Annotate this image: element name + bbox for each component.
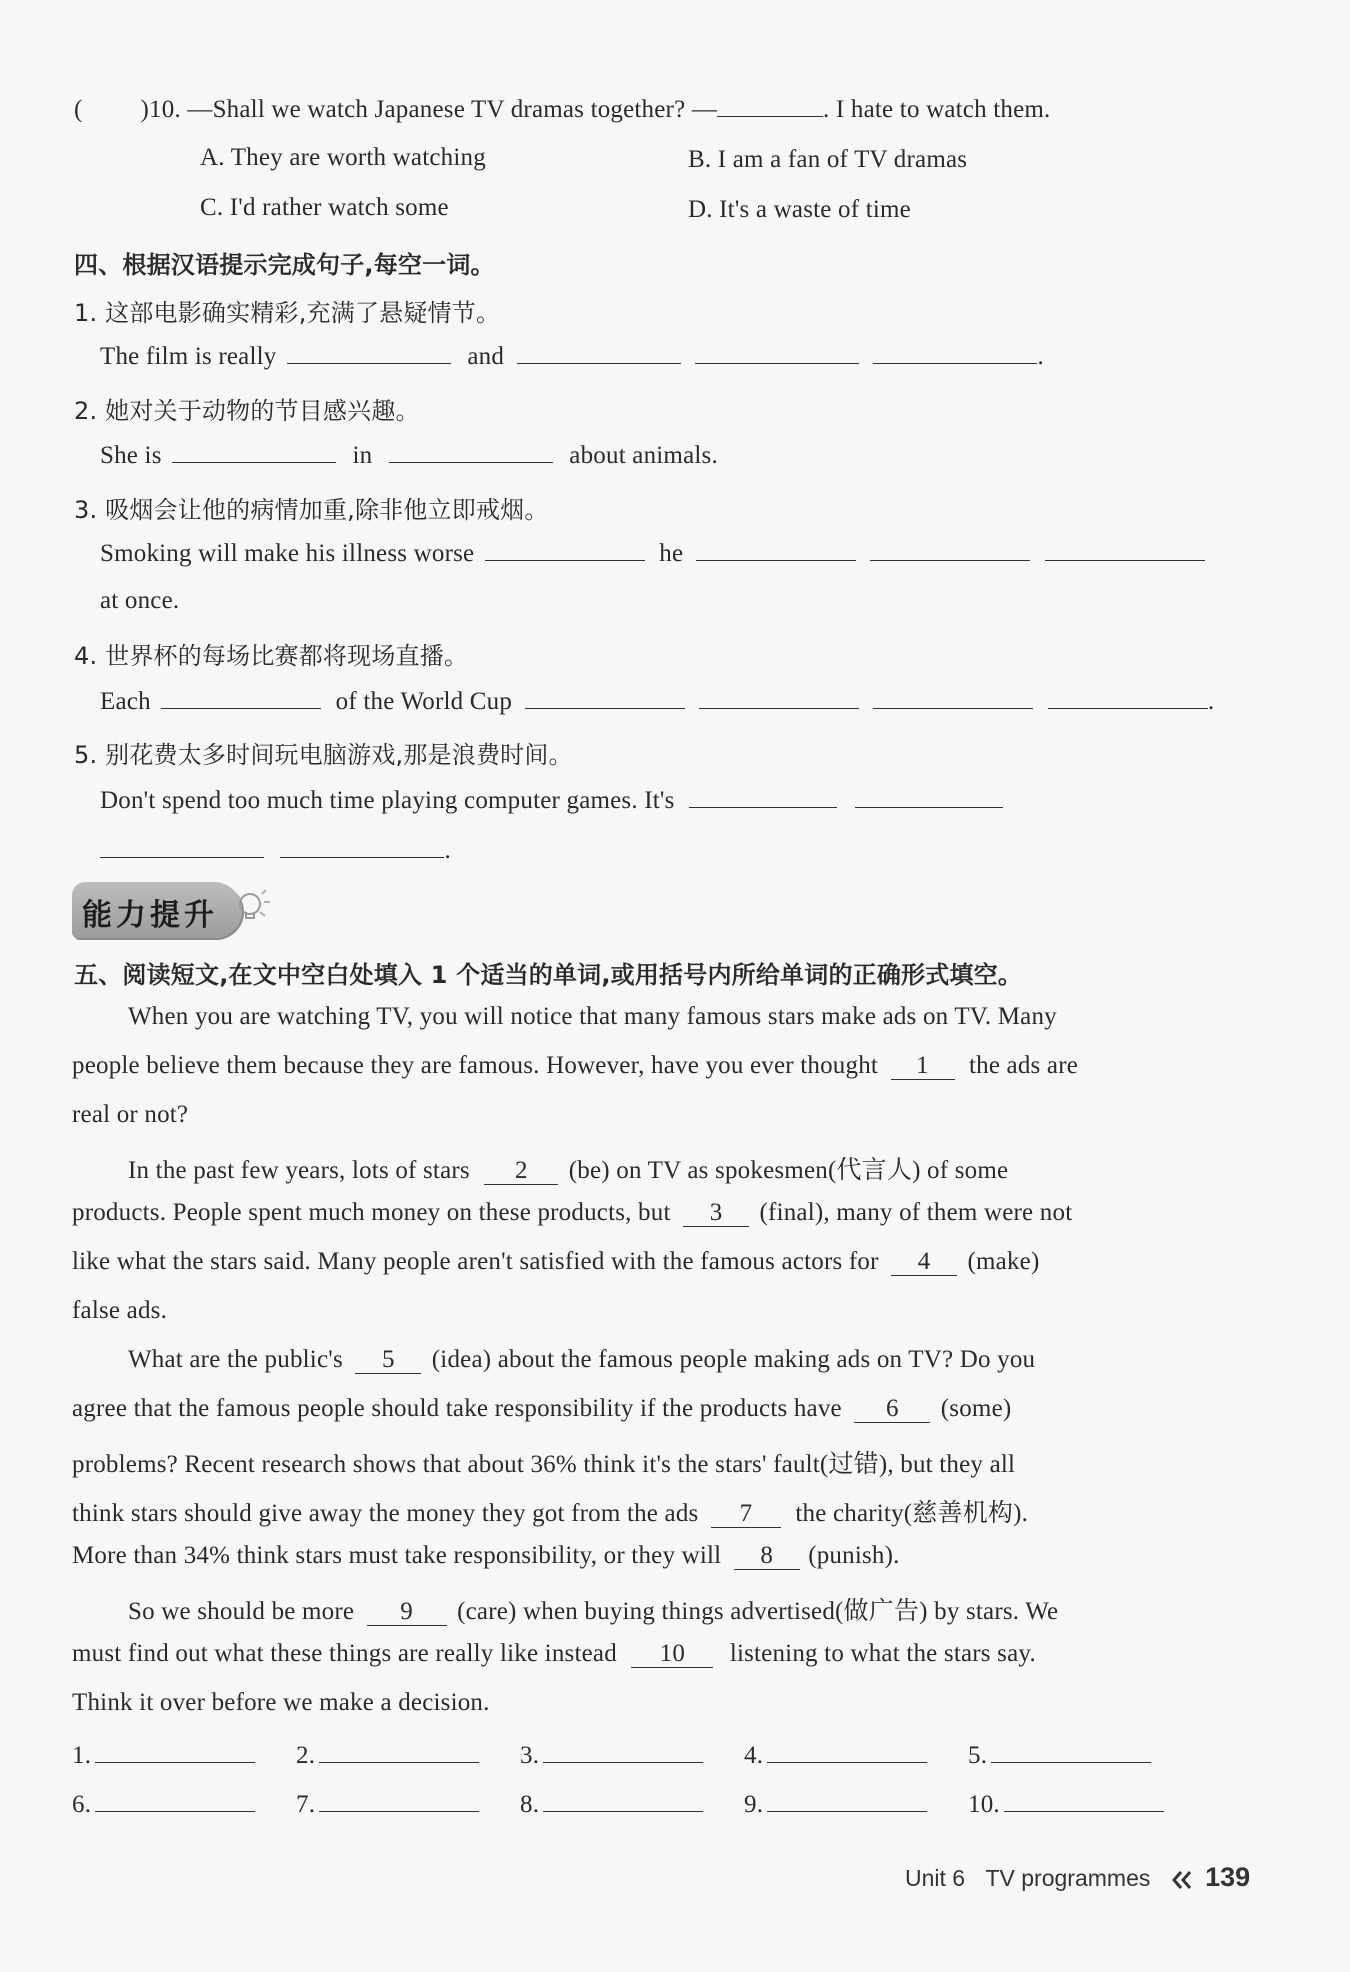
passage-line (128, 1346, 1035, 1374)
section-4-title: 四、根据汉语提示完成句子,每空一词。 (74, 251, 495, 279)
sentence-text: The film is really (100, 343, 277, 370)
question-stem-end: . I hate to watch them. (823, 96, 1051, 123)
answer-label: 5. (968, 1742, 988, 1769)
answer-label: 2. (296, 1742, 316, 1769)
passage-text: What are the public's (128, 1346, 343, 1373)
passage-blank[interactable]: 3 (683, 1200, 749, 1227)
answer-blank[interactable] (767, 1789, 927, 1812)
passage-blank[interactable]: 8 (734, 1543, 800, 1570)
option-d[interactable]: D. It's a waste of time (688, 196, 911, 223)
passage-blank[interactable]: 1 (891, 1053, 955, 1080)
sentence-text: about animals. (569, 442, 718, 469)
answer-blank[interactable] (873, 686, 1033, 709)
passage-text: products. People spent much money on these products, but (72, 1199, 671, 1226)
passage-line (72, 1640, 1036, 1668)
sentence-2-chinese: 2. 她对关于动物的节目感兴趣。 (74, 397, 420, 425)
answer-blank[interactable] (699, 686, 859, 709)
passage-text: (punish). (808, 1542, 900, 1569)
answer-blank[interactable] (1048, 686, 1208, 709)
passage-text: So we should be more (128, 1598, 355, 1625)
sentence-5-english (100, 785, 1003, 815)
footer-topic: TV programmes (985, 1865, 1151, 1891)
period: . (444, 837, 451, 864)
answer-row-1 (72, 1740, 1192, 1770)
answer-blank[interactable] (1004, 1789, 1164, 1812)
passage-blank[interactable]: 9 (367, 1599, 447, 1626)
sentence-text: Don't spend too much time playing computer games. It's (100, 787, 675, 814)
passage-text: agree that the famous people should take responsibility if the products have (72, 1395, 842, 1422)
passage-line (72, 1493, 1028, 1529)
answer-label: 7. (296, 1791, 316, 1818)
double-chevron-left-icon (1171, 1870, 1193, 1890)
passage-blank[interactable]: 6 (854, 1396, 930, 1423)
answer-label: 8. (520, 1791, 540, 1818)
question-10 (74, 94, 1050, 124)
option-c[interactable]: C. I'd rather watch some (200, 194, 449, 221)
passage-line (72, 1199, 1072, 1227)
question-number: )10. (140, 96, 181, 123)
sentence-3-chinese: 3. 吸烟会让他的病情加重,除非他立即戒烟。 (74, 496, 549, 524)
passage-text: In the past few years, lots of stars (128, 1157, 470, 1184)
period: . (1207, 688, 1215, 715)
sentence-text: he (659, 540, 684, 567)
answer-blank[interactable] (280, 835, 444, 858)
sentence-2-english (100, 440, 718, 470)
passage-line: false ads. (72, 1297, 168, 1324)
answer-blank[interactable] (873, 341, 1037, 364)
answer-blank[interactable] (991, 1740, 1151, 1763)
section-5-title: 五、阅读短文,在文中空白处填入 1 个适当的单词,或用括号内所给单词的正确形式填空。 (74, 961, 1023, 989)
answer-blank[interactable] (855, 785, 1003, 808)
footer-unit: Unit 6 (905, 1865, 966, 1891)
sentence-4-chinese: 4. 世界杯的每场比赛都将现场直播。 (74, 642, 469, 670)
passage-blank[interactable]: 2 (484, 1158, 558, 1185)
answer-paren-open: ( (74, 96, 83, 123)
sentence-3-continued: at once. (100, 587, 180, 614)
passage-text: listening to what the stars say. (729, 1640, 1036, 1667)
passage-text: the ads are (968, 1052, 1079, 1079)
sentence-5-continued (100, 835, 451, 865)
passage-line (72, 1542, 900, 1570)
passage-blank[interactable]: 4 (891, 1249, 957, 1276)
sentence-4-english (100, 686, 1214, 716)
passage-blank[interactable]: 10 (631, 1641, 713, 1668)
passage-text: (final), many of them were not (759, 1199, 1073, 1226)
ability-badge-label: 能力提升 (82, 898, 218, 933)
answer-label: 10. (968, 1791, 1000, 1818)
passage-line (72, 1052, 1078, 1080)
answer-blank[interactable] (525, 686, 685, 709)
passage-text: like what the stars said. Many people aren't satisfied with the famous actors for (72, 1248, 879, 1275)
answer-blank[interactable] (1045, 538, 1205, 561)
answer-blank[interactable] (389, 440, 553, 463)
page-number: 139 (1205, 1862, 1251, 1892)
question-stem: —Shall we watch Japanese TV dramas together? — (187, 96, 718, 123)
answer-blank[interactable] (319, 1740, 479, 1763)
answer-blank[interactable] (695, 341, 859, 364)
passage-text: (some) (940, 1395, 1012, 1422)
sentence-1-chinese: 1. 这部电影确实精彩,充满了悬疑情节。 (74, 299, 501, 327)
answer-blank[interactable] (870, 538, 1030, 561)
answer-blank[interactable] (543, 1789, 703, 1812)
sentence-3-english (100, 538, 1205, 568)
answer-blank[interactable] (95, 1740, 255, 1763)
sentence-text: She is (100, 442, 162, 469)
passage-text: (care) when buying things advertised(做广告) by stars. We (457, 1598, 1059, 1625)
answer-blank[interactable] (517, 341, 681, 364)
answer-blank[interactable] (95, 1789, 255, 1812)
period: . (1037, 343, 1044, 370)
answer-blank[interactable] (100, 835, 264, 858)
passage-text: More than 34% think stars must take responsibility, or they will (72, 1542, 722, 1569)
answer-label: 6. (72, 1791, 92, 1818)
answer-blank[interactable] (767, 1740, 927, 1763)
passage-text: (be) on TV as spokesmen(代言人) of some (568, 1157, 1009, 1184)
option-b[interactable]: B. I am a fan of TV dramas (688, 146, 968, 173)
answer-blank[interactable] (696, 538, 856, 561)
answer-label: 4. (744, 1742, 764, 1769)
passage-blank[interactable]: 7 (711, 1501, 781, 1528)
answer-label: 3. (520, 1742, 540, 1769)
passage-line: problems? Recent research shows that about 36% think it's the stars' fault(过错), but they all (72, 1451, 1016, 1478)
passage-text: the charity(慈善机构). (795, 1500, 1029, 1527)
passage-text: (idea) about the famous people making ads on TV? Do you (431, 1346, 1036, 1373)
passage-line (128, 1150, 1008, 1186)
sentence-text: of the World Cup (335, 688, 513, 715)
passage-line: Think it over before we make a decision. (72, 1689, 490, 1716)
sentence-text: in (352, 442, 373, 469)
passage-text: must find out what these things are really like instead (72, 1640, 617, 1667)
answer-label: 1. (72, 1742, 92, 1769)
passage-line: real or not? (72, 1101, 189, 1128)
passage-text: think stars should give away the money they got from the ads (72, 1500, 699, 1527)
passage-blank[interactable]: 5 (355, 1347, 421, 1374)
sentence-5-chinese: 5. 别花费太多时间玩电脑游戏,那是浪费时间。 (74, 741, 573, 769)
passage-line (128, 1591, 1058, 1627)
answer-row-2 (72, 1789, 1192, 1819)
answer-blank[interactable] (319, 1789, 479, 1812)
answer-blank[interactable] (543, 1740, 703, 1763)
passage-line: When you are watching TV, you will notice that many famous stars make ads on TV. Many (128, 1003, 1057, 1030)
answer-blank[interactable] (485, 538, 645, 561)
answer-blank[interactable] (287, 341, 451, 364)
passage-text: (make) (967, 1248, 1040, 1275)
page-footer (905, 1862, 1250, 1893)
answer-blank[interactable] (689, 785, 837, 808)
passage-line (72, 1248, 1040, 1276)
sentence-text: Each (100, 688, 151, 715)
sentence-text: Smoking will make his illness worse (100, 540, 475, 567)
answer-blank[interactable] (161, 686, 321, 709)
sentence-1-english (100, 341, 1044, 371)
passage-text: people believe them because they are famous. However, have you ever thought (72, 1052, 879, 1079)
option-a[interactable]: A. They are worth watching (200, 144, 486, 171)
answer-label: 9. (744, 1791, 764, 1818)
passage-line (72, 1395, 1011, 1423)
lightbulb-icon (232, 886, 272, 926)
answer-blank[interactable] (717, 94, 823, 117)
answer-blank[interactable] (172, 440, 336, 463)
sentence-text: and (467, 343, 505, 370)
